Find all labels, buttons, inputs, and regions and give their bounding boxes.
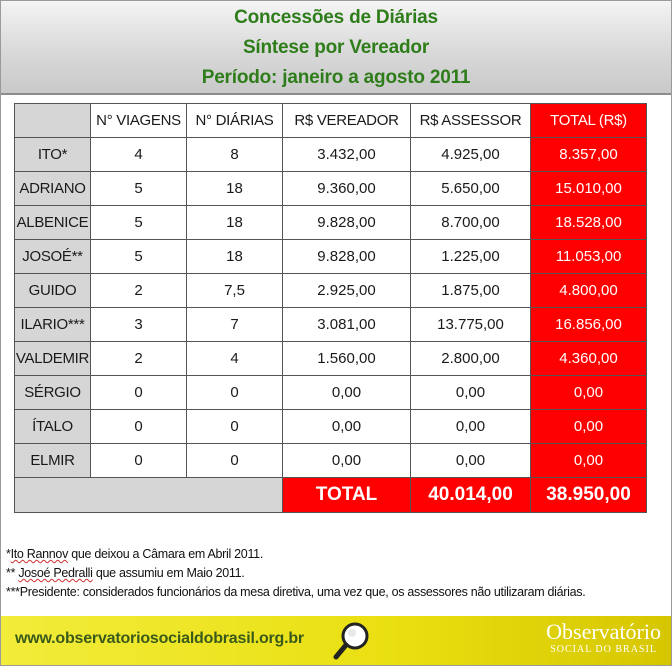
table-row bbox=[15, 376, 647, 410]
magnifier-icon bbox=[331, 618, 375, 662]
cell-assessor: 1.225,00 bbox=[411, 240, 531, 274]
cell-viagens: 5 bbox=[91, 206, 187, 240]
cell-vereador: 0,00 bbox=[283, 444, 411, 478]
cell-vereador: 3.432,00 bbox=[283, 138, 411, 172]
summary-table-wrap bbox=[14, 103, 646, 513]
cell-diarias: 7,5 bbox=[187, 274, 283, 308]
cell-viagens: 5 bbox=[91, 172, 187, 206]
cell-viagens: 0 bbox=[91, 444, 187, 478]
row-name: ILARIO*** bbox=[15, 308, 91, 342]
row-name: ADRIANO bbox=[15, 172, 91, 206]
cell-total: 16.856,00 bbox=[531, 308, 647, 342]
footnote-2-prefix: ** bbox=[6, 566, 19, 580]
cell-viagens: 5 bbox=[91, 240, 187, 274]
cell-total: 0,00 bbox=[531, 376, 647, 410]
cell-viagens: 0 bbox=[91, 410, 187, 444]
row-name: ELMIR bbox=[15, 444, 91, 478]
footer-banner bbox=[1, 616, 671, 665]
table-row bbox=[15, 240, 647, 274]
cell-total: 8.357,00 bbox=[531, 138, 647, 172]
cell-assessor: 13.775,00 bbox=[411, 308, 531, 342]
cell-vereador: 3.081,00 bbox=[283, 308, 411, 342]
cell-vereador: 2.925,00 bbox=[283, 274, 411, 308]
cell-vereador: 0,00 bbox=[283, 376, 411, 410]
col-header-total: TOTAL (R$) bbox=[531, 104, 647, 138]
cell-diarias: 18 bbox=[187, 206, 283, 240]
row-name: ÍTALO bbox=[15, 410, 91, 444]
table-header-row bbox=[15, 104, 647, 138]
row-name: GUIDO bbox=[15, 274, 91, 308]
totals-blank-cell bbox=[15, 478, 283, 513]
brand-logo bbox=[546, 620, 661, 655]
cell-viagens: 2 bbox=[91, 342, 187, 376]
cell-assessor: 4.925,00 bbox=[411, 138, 531, 172]
totals-row bbox=[15, 478, 647, 513]
cell-vereador: 9.828,00 bbox=[283, 206, 411, 240]
cell-assessor: 5.650,00 bbox=[411, 172, 531, 206]
cell-total: 0,00 bbox=[531, 444, 647, 478]
cell-vereador: 0,00 bbox=[283, 410, 411, 444]
brand-logo-line1: Observatório bbox=[546, 619, 661, 644]
footnote-3: ***Presidente: considerados funcionários da mesa diretiva, uma vez que, os assessores não utilizaram diárias. bbox=[6, 585, 586, 599]
footnote-1-prefix: * bbox=[6, 547, 11, 561]
totals-assessor: 38.950,00 bbox=[531, 478, 647, 513]
cell-total: 4.800,00 bbox=[531, 274, 647, 308]
cell-diarias: 18 bbox=[187, 240, 283, 274]
website-link[interactable]: www.observatoriosocialdobrasil.org.br bbox=[15, 630, 304, 647]
table-row bbox=[15, 138, 647, 172]
cell-total: 4.360,00 bbox=[531, 342, 647, 376]
cell-diarias: 0 bbox=[187, 410, 283, 444]
cell-total: 15.010,00 bbox=[531, 172, 647, 206]
totals-label: TOTAL bbox=[283, 478, 411, 513]
row-name: ITO* bbox=[15, 138, 91, 172]
cell-diarias: 0 bbox=[187, 376, 283, 410]
footnote-2-text: que assumiu em Maio 2011. bbox=[92, 566, 245, 580]
footnote-1-name: Ito Rannov bbox=[10, 547, 69, 561]
cell-diarias: 18 bbox=[187, 172, 283, 206]
brand-logo-line2: SOCIAL DO BRASIL bbox=[550, 644, 657, 655]
cell-diarias: 8 bbox=[187, 138, 283, 172]
col-header-assessor: R$ ASSESSOR bbox=[411, 104, 531, 138]
header bbox=[1, 1, 671, 95]
cell-assessor: 0,00 bbox=[411, 376, 531, 410]
cell-total: 11.053,00 bbox=[531, 240, 647, 274]
cell-vereador: 1.560,00 bbox=[283, 342, 411, 376]
table-row bbox=[15, 342, 647, 376]
cell-diarias: 7 bbox=[187, 308, 283, 342]
summary-table bbox=[14, 103, 647, 513]
header-corner-cell bbox=[15, 104, 91, 138]
table-row bbox=[15, 206, 647, 240]
footnote-2 bbox=[6, 564, 666, 583]
cell-assessor: 2.800,00 bbox=[411, 342, 531, 376]
cell-assessor: 0,00 bbox=[411, 410, 531, 444]
col-header-viagens: N° VIAGENS bbox=[91, 104, 187, 138]
cell-assessor: 8.700,00 bbox=[411, 206, 531, 240]
cell-assessor: 0,00 bbox=[411, 444, 531, 478]
footnote-1-text: que deixou a Câmara em Abril 2011. bbox=[68, 547, 263, 561]
table-row bbox=[15, 172, 647, 206]
table-row bbox=[15, 444, 647, 478]
row-name: JOSOÉ** bbox=[15, 240, 91, 274]
cell-total: 0,00 bbox=[531, 410, 647, 444]
page-title: Concessões de Diárias bbox=[234, 7, 438, 28]
cell-viagens: 3 bbox=[91, 308, 187, 342]
cell-vereador: 9.828,00 bbox=[283, 240, 411, 274]
table-row bbox=[15, 308, 647, 342]
period-label: Período: janeiro a agosto 2011 bbox=[201, 67, 471, 88]
table-row bbox=[15, 410, 647, 444]
cell-total: 18.528,00 bbox=[531, 206, 647, 240]
col-header-vereador: R$ VEREADOR bbox=[283, 104, 411, 138]
cell-viagens: 0 bbox=[91, 376, 187, 410]
row-name: SÉRGIO bbox=[15, 376, 91, 410]
col-header-diarias: N° DIÁRIAS bbox=[187, 104, 283, 138]
cell-viagens: 4 bbox=[91, 138, 187, 172]
page-subtitle: Síntese por Vereador bbox=[242, 37, 430, 58]
cell-vereador: 9.360,00 bbox=[283, 172, 411, 206]
totals-vereador: 40.014,00 bbox=[411, 478, 531, 513]
cell-assessor: 1.875,00 bbox=[411, 274, 531, 308]
footnote-1 bbox=[6, 545, 666, 564]
cell-viagens: 2 bbox=[91, 274, 187, 308]
row-name: ALBENICE bbox=[15, 206, 91, 240]
table-row bbox=[15, 274, 647, 308]
footnote-2-name: Josoé Pedralli bbox=[18, 566, 93, 580]
cell-diarias: 0 bbox=[187, 444, 283, 478]
row-name: VALDEMIR bbox=[15, 342, 91, 376]
cell-diarias: 4 bbox=[187, 342, 283, 376]
footnotes bbox=[6, 545, 666, 602]
